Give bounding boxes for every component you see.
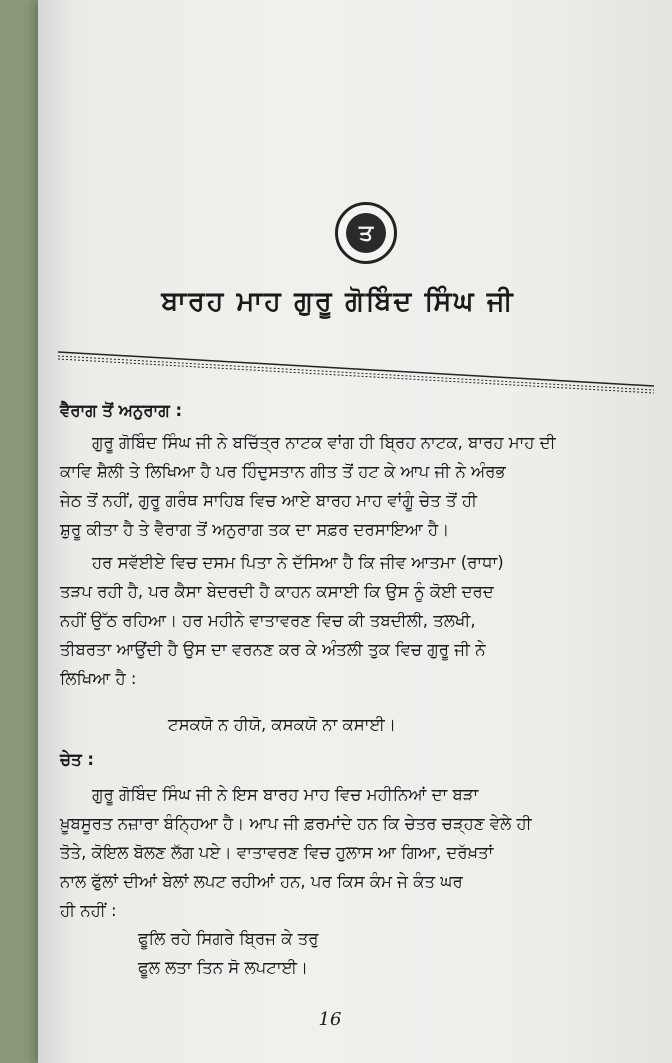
verse-line: ਟਸਕਯੋ ਨ ਹੀਯੋ, ਕਸਕਯੋ ਨਾ ਕਸਾਈ। bbox=[168, 715, 396, 734]
paragraph-line: ਨਾਲ ਫੁੱਲਾਂ ਦੀਆਂ ਬੇਲਾਂ ਲਪਟ ਰਹੀਆਂ ਹਨ, ਪਰ ਕਿਸ ਕੰਮ ਜੇ ਕੰਤ ਘਰ bbox=[60, 872, 463, 891]
paragraph-line: ਤੋਤੇ, ਕੋਇਲ ਬੋਲਣ ਲੱਗ ਪਏ। ਵਾਤਾਵਰਣ ਵਿਚ ਹੁਲਾਸ ਆ ਗਿਆ, ਦਰੱਖ਼ਤਾਂ bbox=[60, 843, 494, 862]
paragraph-line: ਖ਼ੂਬਸੂਰਤ ਨਜ਼ਾਰਾ ਬੰਨ੍ਹਿਆ ਹੈ। ਆਪ ਜੀ ਫ਼ਰਮਾਂਦੇ ਹਨ ਕਿ ਚੇਤਰ ਚੜ੍ਹਣ ਵੇਲੇ ਹੀ bbox=[60, 814, 532, 833]
paragraph-line: ਹਰ ਸਵੱਈਏ ਵਿਚ ਦਸਮ ਪਿਤਾ ਨੇ ਦੱਸਿਆ ਹੈ ਕਿ ਜੀਵ ਆਤਮਾ (ਰਾਧਾ) bbox=[92, 553, 504, 572]
chapter-badge bbox=[335, 202, 397, 264]
chapter-title: ਬਾਰਹ ਮਾਹ ਗੁਰੂ ਗੋਬਿੰਦ ਸਿੰਘ ਜੀ bbox=[161, 286, 515, 317]
paragraph-line: ਤੜਪ ਰਹੀ ਹੈ, ਪਰ ਕੈਸਾ ਬੇਦਰਦੀ ਹੈ ਕਾਹਨ ਕਸਾਈ ਕਿ ਉਸ ਨੂੰ ਕੋਈ ਦਰਦ bbox=[60, 582, 494, 601]
verse-line: ਫੂਲਿ ਰਹੇ ਸਿਗਰੇ ਬ੍ਰਿਜ ਕੇ ਤਰੁ bbox=[138, 929, 319, 948]
section-heading-chet: ਚੇਤ : bbox=[60, 750, 95, 769]
paragraph-line: ਸ਼ੁਰੂ ਕੀਤਾ ਹੈ ਤੇ ਵੈਰਾਗ ਤੋਂ ਅਨੁਰਾਗ ਤਕ ਦਾ ਸਫ਼ਰ ਦਰਸਾਇਆ ਹੈ। bbox=[60, 520, 450, 539]
paragraph-line: ਗੁਰੂ ਗੋਬਿੰਦ ਸਿੰਘ ਜੀ ਨੇ ਇਸ ਬਾਰਹ ਮਾਹ ਵਿਚ ਮਹੀਨਿਆਂ ਦਾ ਬੜਾ bbox=[92, 785, 479, 804]
paragraph-line: ਗੁਰੂ ਗੋਬਿੰਦ ਸਿੰਘ ਜੀ ਨੇ ਬਚਿੱਤ੍ਰ ਨਾਟਕ ਵਾਂਗ ਹੀ ਬ੍ਰਿਹ ਨਾਟਕ, ਬਾਰਹ ਮਾਹ ਦੀ bbox=[92, 433, 556, 452]
paragraph-line: ਤੀਬਰਤਾ ਆਉਂਦੀ ਹੈ ਉਸ ਦਾ ਵਰਨਣ ਕਰ ਕੇ ਅੰਤਲੀ ਤੁਕ ਵਿਚ ਗੁਰੂ ਜੀ ਨੇ bbox=[60, 640, 486, 659]
paragraph-line: ਨਹੀਂ ਉੱਠ ਰਹਿਆ। ਹਰ ਮਹੀਨੇ ਵਾਤਾਵਰਣ ਵਿਚ ਕੀ ਤਬਦੀਲੀ, ਤਲਖੀ, bbox=[60, 611, 476, 630]
section-heading-vairag: ਵੈਰਾਗ ਤੋਂ ਅਨੁਰਾਗ : bbox=[60, 401, 183, 420]
page-number: 16 bbox=[318, 1009, 342, 1030]
verse-line: ਫੂਲ ਲਤਾ ਤਿਨ ਸੋ ਲਪਟਾਈ। bbox=[138, 958, 309, 977]
paragraph-line: ਜੇਠ ਤੋਂ ਨਹੀਂ, ਗੁਰੂ ਗਰੰਥ ਸਾਹਿਬ ਵਿਚ ਆਏ ਬਾਰਹ ਮਾਹ ਵਾਂਗੂੰ ਚੇਤ ਤੋਂ ਹੀ bbox=[60, 491, 477, 510]
paragraph-line: ਕਾਵਿ ਸ਼ੈਲੀ ਤੇ ਲਿਖਿਆ ਹੈ ਪਰ ਹਿੰਦੁਸਤਾਨ ਗੀਤ ਤੋਂ ਹਟ ਕੇ ਆਪ ਜੀ ਨੇ ਅੰਰਭ bbox=[60, 462, 506, 481]
title-divider bbox=[58, 348, 654, 396]
paragraph-line: ਲਿਖਿਆ ਹੈ : bbox=[60, 669, 137, 688]
book-page bbox=[38, 0, 672, 1063]
paragraph-line: ਹੀ ਨਹੀਂ : bbox=[60, 901, 117, 920]
chapter-badge-letter: ਤ bbox=[346, 213, 386, 253]
